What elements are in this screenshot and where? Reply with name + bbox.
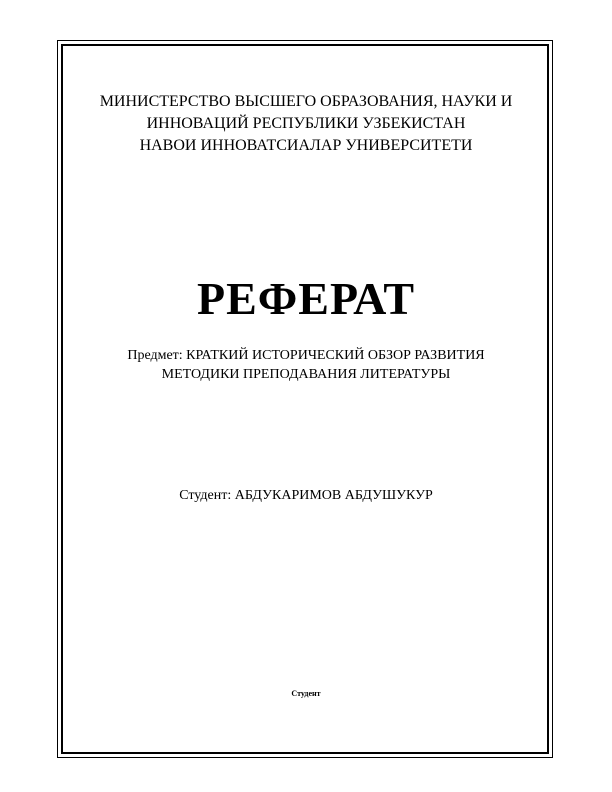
student-name: АБДУКАРИМОВ АБДУШУКУР [234, 488, 433, 503]
ministry-line-1: МИНИСТЕРСТВО ВЫСШЕГО ОБРАЗОВАНИЯ, НАУКИ И [99, 93, 513, 110]
subject-line-1 [0, 346, 612, 365]
ministry-header [0, 91, 612, 157]
ministry-line-2: ИННОВАЦИЙ РЕСПУБЛИКИ УЗБЕКИСТАН [146, 115, 466, 132]
university-name: НАВОИ ИННОВАТСИАЛАР УНИВЕРСИТЕТИ [139, 137, 473, 154]
subject-text-line-1: КРАТКИЙ ИСТОРИЧЕСКИЙ ОБЗОР РАЗВИТИЯ [186, 348, 485, 363]
subject-block [0, 346, 612, 384]
subject-text-line-2: МЕТОДИКИ ПРЕПОДАВАНИЯ ЛИТЕРАТУРЫ [161, 367, 451, 382]
student-label: Студент: [179, 488, 232, 503]
subject-label: Предмет: [127, 348, 183, 363]
student-line [0, 486, 612, 505]
footer-text: Студент [291, 689, 321, 698]
document-title: РЕФЕРАТ [196, 273, 416, 324]
